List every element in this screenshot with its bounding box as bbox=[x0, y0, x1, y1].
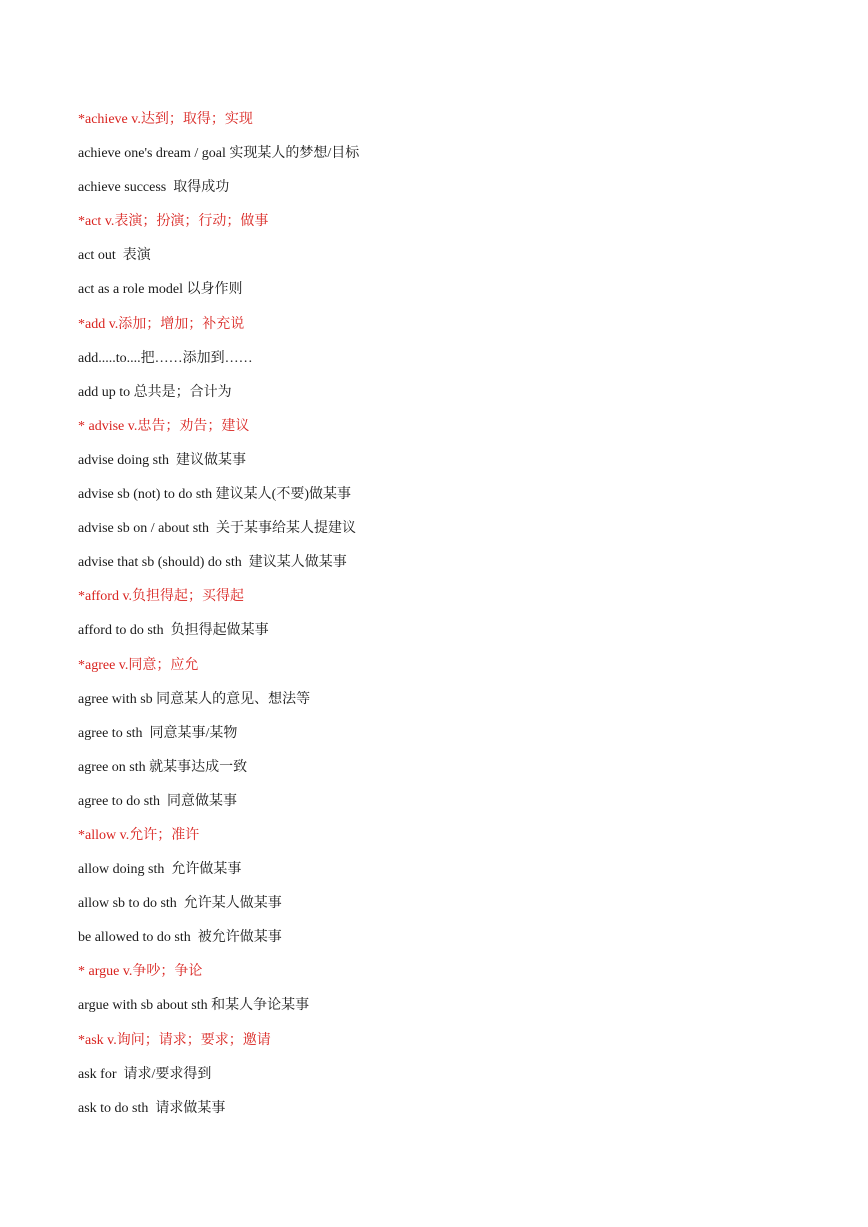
phrase-agree-to-do: agree to do sth 同意做某事 bbox=[78, 793, 238, 809]
vocabulary-list bbox=[78, 109, 838, 1132]
phrase-act-out: act out 表演 bbox=[78, 248, 151, 264]
phrase-advise-that: advise that sb (should) do sth 建议某人做某事 bbox=[78, 555, 347, 571]
phrase-add-to: add.....to....把……添加到…… bbox=[78, 350, 253, 366]
phrase-agree-to-sth: agree to sth 同意某事/某物 bbox=[78, 725, 238, 741]
phrase-agree-with: agree with sb 同意某人的意见、想法等 bbox=[78, 691, 311, 707]
phrase-add-up-to: add up to 总共是；合计为 bbox=[78, 384, 232, 400]
phrase-advise-doing: advise doing sth 建议做某事 bbox=[78, 452, 246, 468]
headword-allow: *allow v.允许；准许 bbox=[78, 827, 200, 843]
phrase-advise-sb-to-do: advise sb (not) to do sth 建议某人(不要)做某事 bbox=[78, 487, 351, 503]
phrase-ask-to-do: ask to do sth 请求做某事 bbox=[78, 1100, 226, 1116]
headword-agree: *agree v.同意；应允 bbox=[78, 657, 199, 673]
headword-argue: * argue v.争吵；争论 bbox=[78, 964, 203, 980]
phrase-achieve-success: achieve success 取得成功 bbox=[78, 180, 230, 196]
phrase-argue-with: argue with sb about sth 和某人争论某事 bbox=[78, 998, 310, 1014]
phrase-advise-sb-on: advise sb on / about sth 关于某事给某人提建议 bbox=[78, 521, 357, 537]
phrase-allow-doing: allow doing sth 允许做某事 bbox=[78, 862, 242, 878]
phrase-afford-to-do: afford to do sth 负担得起做某事 bbox=[78, 623, 269, 639]
headword-ask: *ask v.询问；请求；要求；邀请 bbox=[78, 1032, 271, 1048]
phrase-act-as-role-model: act as a role model 以身作则 bbox=[78, 282, 243, 298]
phrase-achieve-dream: achieve one's dream / goal 实现某人的梦想/目标 bbox=[78, 146, 360, 162]
phrase-agree-on: agree on sth 就某事达成一致 bbox=[78, 759, 248, 775]
headword-act: *act v.表演；扮演；行动；做事 bbox=[78, 214, 269, 230]
phrase-be-allowed: be allowed to do sth 被允许做某事 bbox=[78, 930, 282, 946]
headword-add: *add v.添加；增加；补充说 bbox=[78, 316, 245, 332]
headword-advise: * advise v.忠告；劝告；建议 bbox=[78, 418, 250, 434]
headword-achieve: *achieve v.达到；取得；实现 bbox=[78, 112, 253, 127]
headword-afford: *afford v.负担得起；买得起 bbox=[78, 589, 245, 605]
phrase-ask-for: ask for 请求/要求得到 bbox=[78, 1066, 212, 1082]
phrase-allow-sb-to-do: allow sb to do sth 允许某人做某事 bbox=[78, 896, 282, 912]
